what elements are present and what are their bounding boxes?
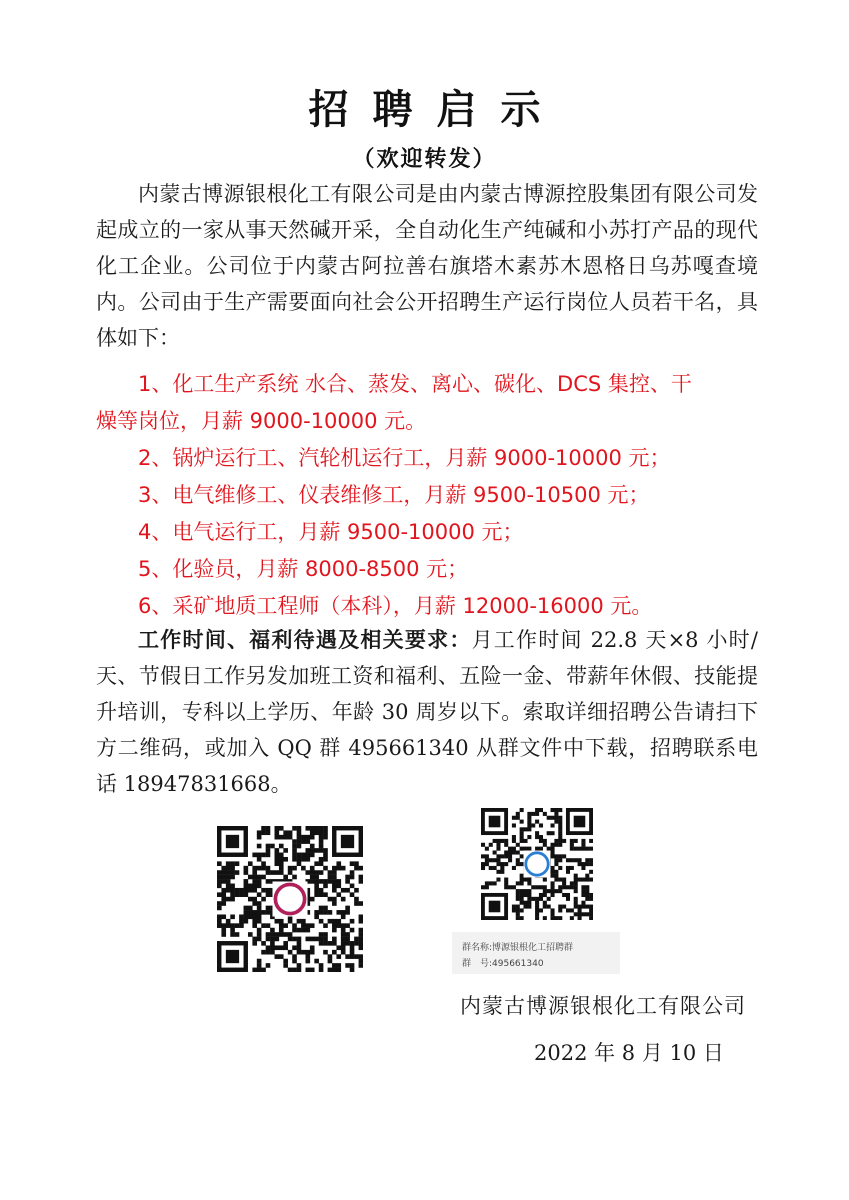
job-item-1-line-2: 燥等岗位，月薪 9000-10000 元。 — [96, 409, 427, 433]
qq-group-name: 群名称:博源银根化工招聘群 — [462, 943, 574, 953]
page-subtitle: （欢迎转发） — [352, 147, 497, 172]
job-item-2: 2、锅炉运行工、汽轮机运行工，月薪 9000-10000 元； — [138, 446, 671, 470]
intro-paragraph: 内蒙古博源银根化工有限公司是由内蒙古博源控股集团有限公司发起成立的一家从事天然碱开采，全自动化生产纯碱和小苏打产品的现代化工企业。公司位于内蒙古阿拉善右旗塔木素苏木恩格日乌苏嘎查境内。公司由于生产需要面向社会公开招聘生产运行岗位人员若干名，具体如下： — [96, 182, 758, 350]
job-list — [96, 366, 758, 625]
requirements-text: 月工作时间 22.8 天×8 小时/天、节假日工作另发加班工资和福利、五险一金、带薪年休假、技能提升培训，专科以上学历、年龄 30 周岁以下。索取详细招聘公告请扫下方二维码，或加入 QQ 群 495661340 从群文件中下载，招聘联系电话 18947831668。 — [96, 628, 758, 796]
requirements-paragraph — [96, 622, 758, 802]
company-signature: 内蒙古博源银根化工有限公司 — [460, 994, 746, 1018]
page-title: 招聘启示 — [308, 87, 565, 133]
job-item-3: 3、电气维修工、仪表维修工，月薪 9500-10500 元； — [138, 483, 650, 507]
qq-group-card — [452, 932, 620, 974]
signature-date: 2022 年 8 月 10 日 — [534, 1041, 724, 1065]
job-item-5: 5、化验员，月薪 8000-8500 元； — [138, 557, 469, 581]
job-item-1-line-1: 1、化工生产系统 水合、蒸发、离心、碳化、DCS 集控、干 — [138, 372, 692, 396]
job-item-4: 4、电气运行工，月薪 9500-10000 元； — [138, 520, 524, 544]
qq-group-number: 群 号:495661340 — [462, 959, 544, 969]
qr-code-right[interactable] — [481, 808, 593, 920]
qr-code-left[interactable] — [217, 826, 363, 972]
requirements-heading: 工作时间、福利待遇及相关要求： — [138, 628, 472, 652]
qr-code-icon — [217, 826, 363, 972]
job-item-6: 6、采矿地质工程师（本科），月薪 12000-16000 元。 — [138, 594, 653, 618]
qr-code-icon — [481, 808, 593, 920]
